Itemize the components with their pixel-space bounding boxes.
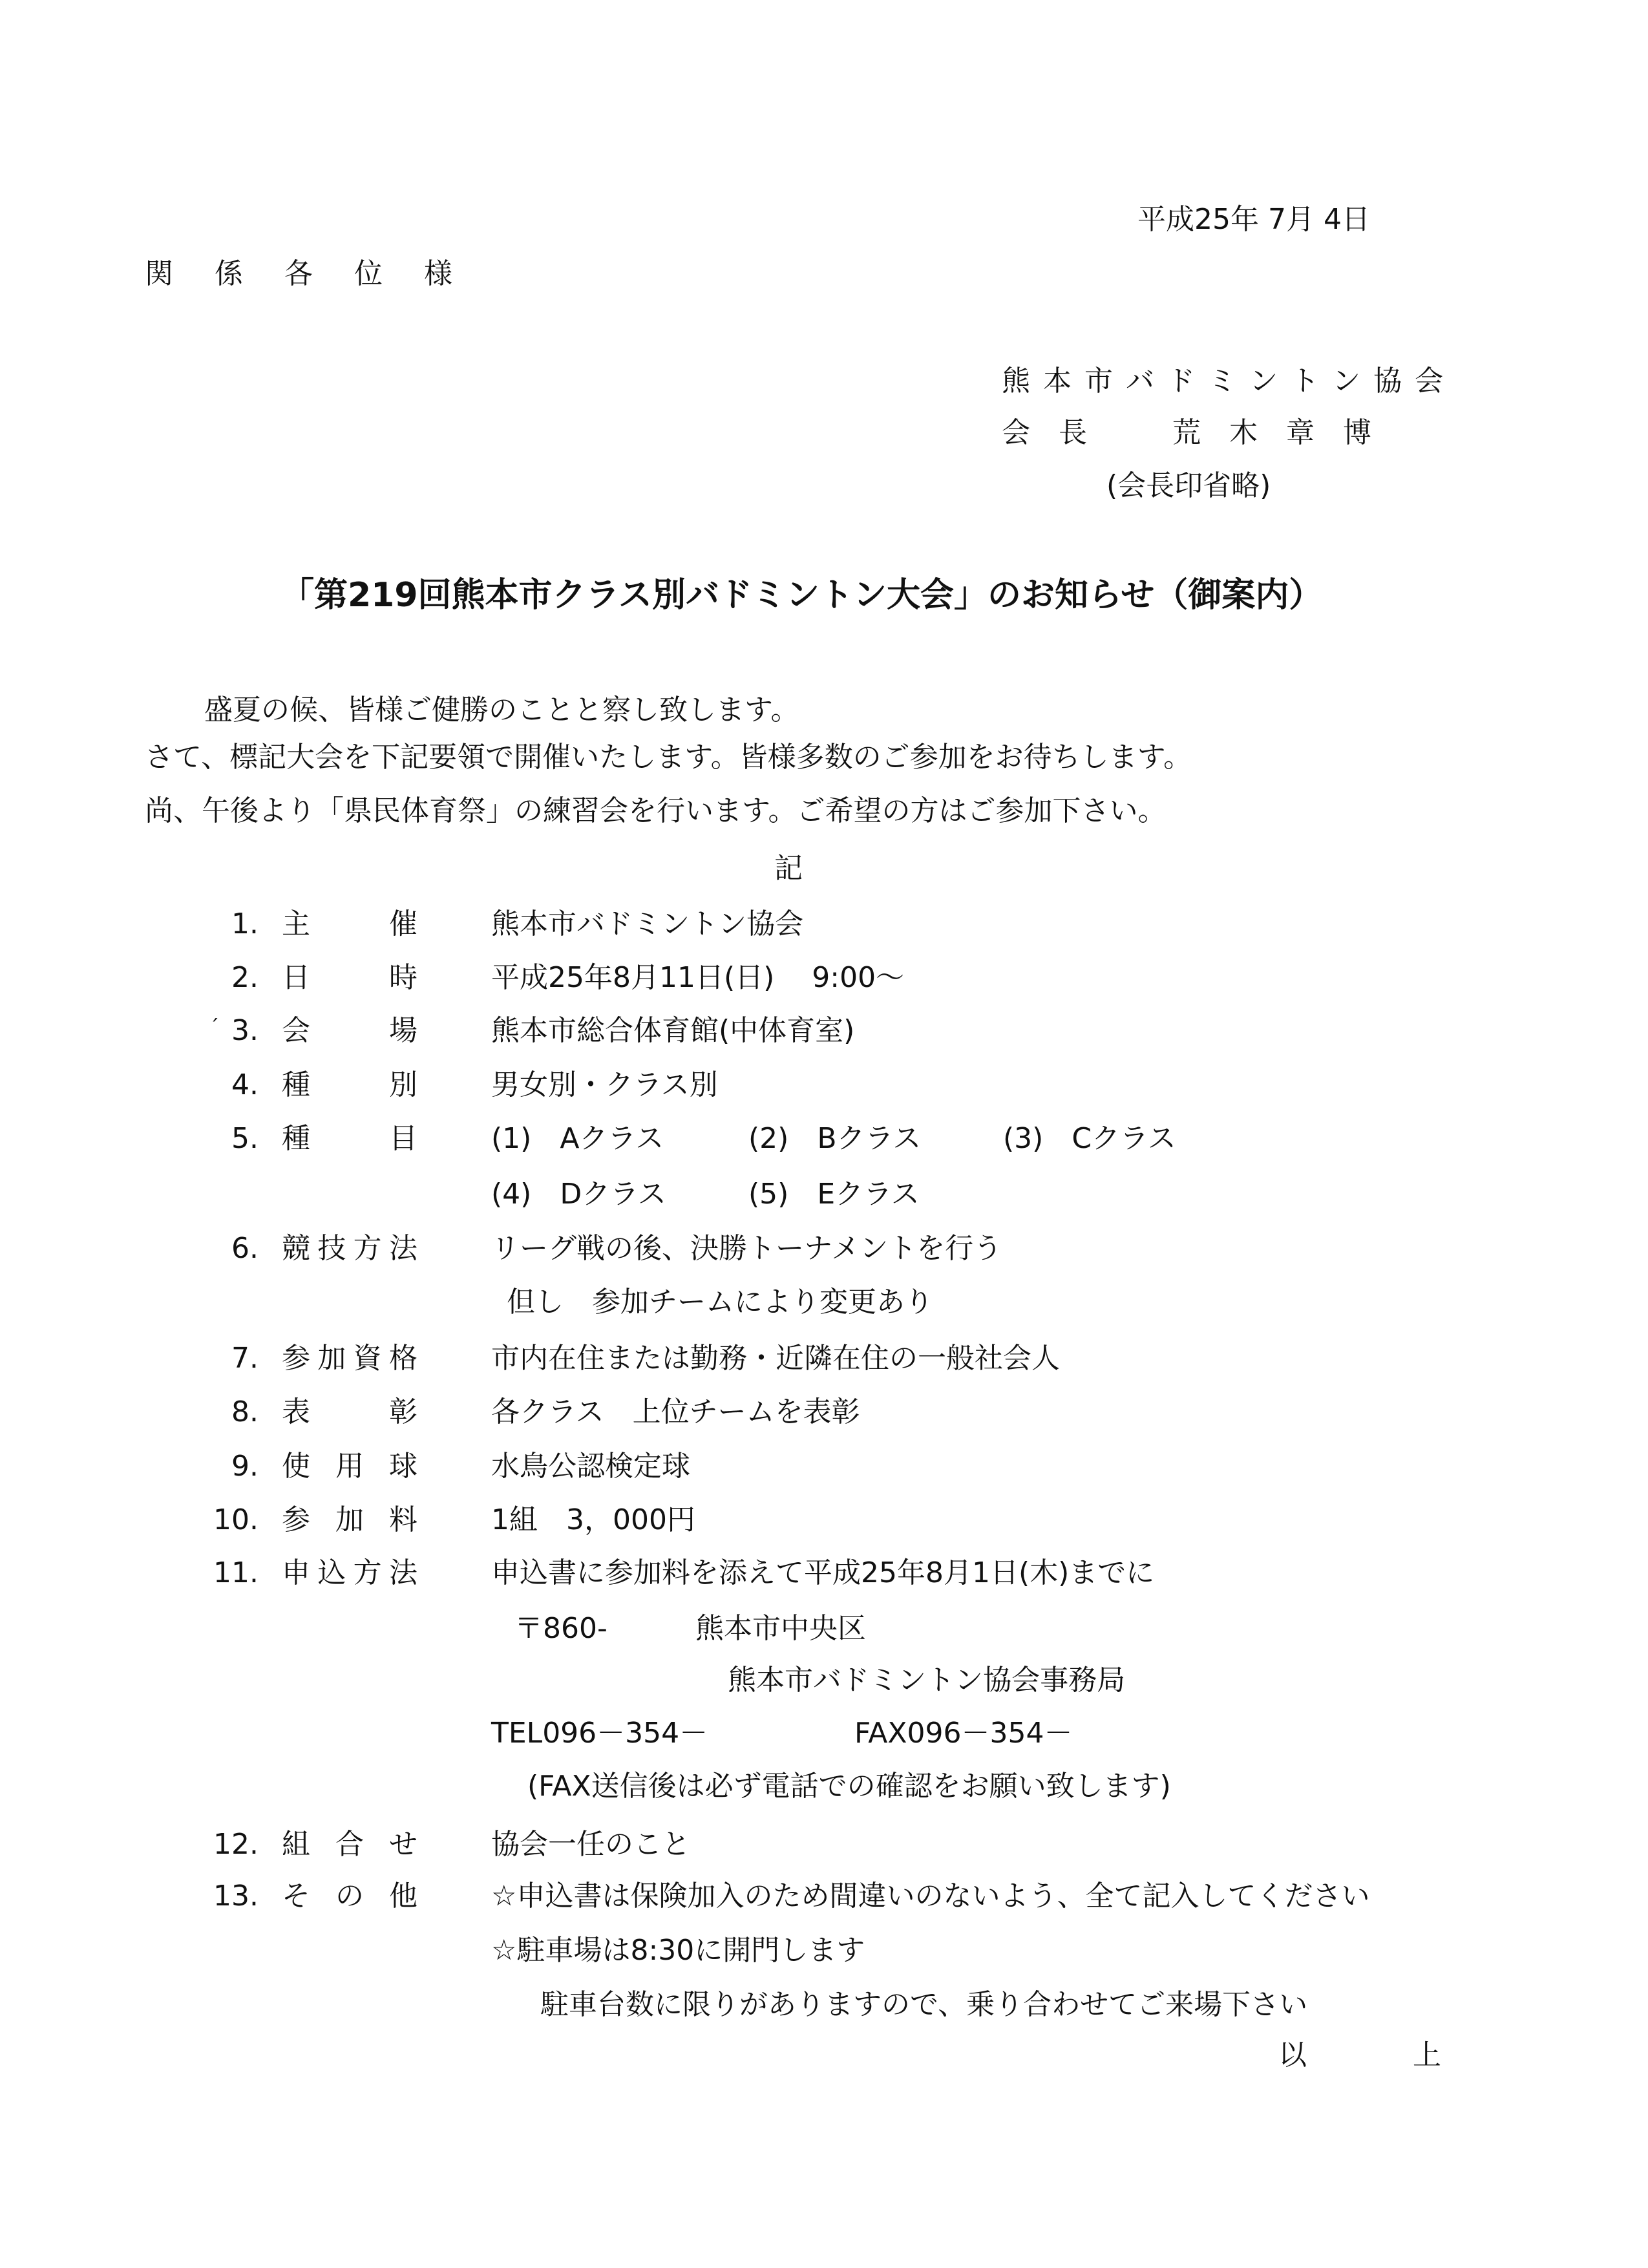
closing-mark: 以 上 bbox=[1278, 2039, 1480, 2072]
item-number: 13. bbox=[213, 1880, 259, 1913]
addressee: 関係各位様 bbox=[145, 257, 494, 290]
class-e: (5) Eクラス bbox=[748, 1178, 920, 1211]
item-number: 9. bbox=[231, 1450, 259, 1483]
item-value-venue: 熊本市総合体育館(中体育室) bbox=[491, 1014, 855, 1047]
item-number: 4. bbox=[231, 1068, 259, 1101]
item-value-draw: 協会一任のこと bbox=[491, 1828, 690, 1861]
item-label-venue: 会場 bbox=[282, 1014, 417, 1047]
class-c: (3) Cクラス bbox=[1003, 1122, 1176, 1155]
document-title: 「第219回熊本市クラス別バドミントン大会」のお知らせ（御案内） bbox=[280, 576, 1323, 615]
item-number: 7. bbox=[231, 1342, 259, 1375]
item-value-shuttle: 水鳥公認検定球 bbox=[491, 1450, 690, 1483]
tel-number: TEL096－354－ bbox=[491, 1717, 708, 1750]
item-label-fee: 参加料 bbox=[282, 1503, 417, 1536]
item-number: 12. bbox=[213, 1828, 259, 1861]
office-address: 熊本市中央区 bbox=[695, 1612, 866, 1645]
item-value-eligibility: 市内在住または勤務・近隣在住の一般社会人 bbox=[491, 1342, 1060, 1375]
intro-line-3: 尚、午後より「県民体育祭」の練習会を行います。ご希望の方はご参加下さい。 bbox=[145, 794, 1167, 827]
item-label-shuttle: 使用球 bbox=[282, 1450, 417, 1483]
item-label-host: 主催 bbox=[282, 907, 417, 940]
item-label-category: 種別 bbox=[282, 1068, 417, 1101]
class-a: (1) Aクラス bbox=[491, 1122, 664, 1155]
item-value-other-3: 駐車台数に限りがありますので、乗り合わせてご来場下さい bbox=[540, 1988, 1308, 2021]
stray-mark: ´ bbox=[209, 1016, 219, 1039]
fax-note: (FAX送信後は必ず電話での確認をお願い致します) bbox=[527, 1770, 1171, 1803]
item-number: 10. bbox=[213, 1503, 259, 1536]
item-value-other-2: ☆駐車場は8:30に開門します bbox=[491, 1934, 865, 1967]
item-value-format-note: 但し 参加チームにより変更あり bbox=[507, 1286, 933, 1319]
item-number: 5. bbox=[231, 1122, 259, 1155]
office-name: 熊本市バドミントン協会事務局 bbox=[728, 1664, 1126, 1697]
item-number: 8. bbox=[231, 1395, 259, 1428]
intro-line-1: 盛夏の候、皆様ご健勝のことと察し致します。 bbox=[204, 694, 799, 726]
class-d: (4) Dクラス bbox=[491, 1178, 666, 1211]
item-value-category: 男女別・クラス別 bbox=[491, 1068, 718, 1101]
item-number: 11. bbox=[213, 1556, 259, 1589]
item-value-other-1: ☆申込書は保険加入のため間違いのないよう、全て記入してください bbox=[491, 1880, 1370, 1913]
item-label-application: 申込方法 bbox=[282, 1556, 417, 1589]
seal-omitted-note: (会長印省略) bbox=[1106, 469, 1271, 502]
postal-code: 〒860- bbox=[514, 1612, 607, 1645]
item-number: 2. bbox=[231, 961, 259, 994]
item-label-awards: 表彰 bbox=[282, 1395, 417, 1428]
item-value-host: 熊本市バドミントン協会 bbox=[491, 907, 804, 940]
item-label-other: その他 bbox=[282, 1880, 417, 1913]
item-label-eligibility: 参加資格 bbox=[282, 1342, 417, 1375]
item-label-events: 種目 bbox=[282, 1122, 417, 1155]
item-value-awards: 各クラス 上位チームを表彰 bbox=[491, 1395, 860, 1428]
item-value-application: 申込書に参加料を添えて平成25年8月1日(木)までに bbox=[491, 1556, 1155, 1589]
fax-number: FAX096－354－ bbox=[854, 1717, 1073, 1750]
item-number: 3. bbox=[231, 1014, 259, 1047]
item-value-format: リーグ戦の後、決勝トーナメントを行う bbox=[491, 1232, 1002, 1265]
item-number: 1. bbox=[231, 907, 259, 940]
item-number: 6. bbox=[231, 1232, 259, 1265]
sender-organization: 熊本市バドミントン協会 bbox=[1002, 365, 1457, 397]
item-value-datetime: 平成25年8月11日(日) 9:00〜 bbox=[491, 961, 905, 994]
item-value-fee: 1組 3，000円 bbox=[491, 1503, 695, 1536]
class-b: (2) Bクラス bbox=[748, 1122, 922, 1155]
intro-line-2: さて、標記大会を下記要領で開催いたします。皆様多数のご参加をお待ちします。 bbox=[145, 741, 1192, 774]
item-label-format: 競技方法 bbox=[282, 1232, 417, 1265]
item-label-draw: 組合せ bbox=[282, 1828, 417, 1861]
ki-heading: 記 bbox=[774, 852, 803, 885]
item-label-datetime: 日時 bbox=[282, 961, 417, 994]
sender-title-name: 会長 荒木章博 bbox=[1002, 416, 1400, 449]
document-date: 平成25年 7月 4日 bbox=[1137, 203, 1370, 236]
